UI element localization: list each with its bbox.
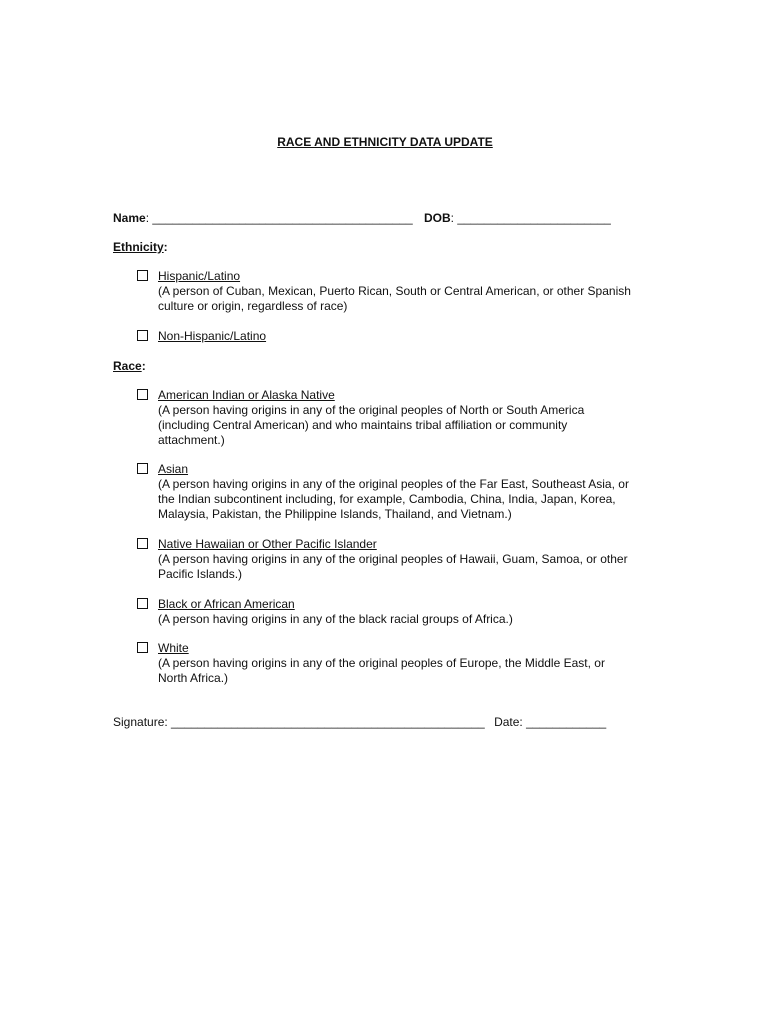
date-field[interactable]: ____________ <box>526 715 607 729</box>
dob-field[interactable]: : _______________________ <box>450 211 611 225</box>
signature-date-line <box>113 715 606 729</box>
option-description: (A person having origins in any of the original peoples of Hawaii, Guam, Samoa, or other <box>158 552 628 566</box>
name-dob-line <box>113 211 611 225</box>
race-option-asian[interactable] <box>137 462 677 522</box>
option-description: (A person having origins in any of the original peoples of the Far East, Southeast Asia, or <box>158 477 629 491</box>
option-description: the Indian subcontinent including, for example, Cambodia, China, India, Japan, Korea, <box>158 492 616 506</box>
checkbox-hispanic[interactable] <box>137 270 148 281</box>
ethnicity-option-non-hispanic[interactable] <box>137 329 677 344</box>
checkbox-white[interactable] <box>137 642 148 653</box>
option-label: Native Hawaiian or Other Pacific Islander <box>158 537 377 551</box>
option-description: (A person having origins in any of the black racial groups of Africa.) <box>158 612 513 626</box>
option-label: Hispanic/Latino <box>158 269 241 283</box>
race-option-american-indian[interactable] <box>137 388 677 448</box>
ethnicity-option-hispanic[interactable] <box>137 269 677 314</box>
checkbox-black[interactable] <box>137 598 148 609</box>
race-heading: Race: <box>113 359 146 373</box>
option-label: American Indian or Alaska Native <box>158 388 335 402</box>
race-option-black[interactable] <box>137 597 677 627</box>
option-description: culture or origin, regardless of race) <box>158 299 348 313</box>
name-field[interactable]: : _______________________________________ <box>145 211 413 225</box>
option-description: (A person having origins in any of the original peoples of North or South America <box>158 403 585 417</box>
checkbox-asian[interactable] <box>137 463 148 474</box>
checkbox-american-indian[interactable] <box>137 389 148 400</box>
name-label: Name <box>113 211 146 225</box>
option-description: attachment.) <box>158 433 225 447</box>
document-title: RACE AND ETHNICITY DATA UPDATE <box>277 135 493 149</box>
option-description: (A person of Cuban, Mexican, Puerto Rican, South or Central American, or other Spanish <box>158 284 631 298</box>
signature-label: Signature: <box>113 715 172 729</box>
ethnicity-heading-label: Ethnicity <box>113 240 164 254</box>
signature-field[interactable]: _______________________________________________ <box>171 715 485 729</box>
dob-label: DOB <box>423 211 451 225</box>
race-heading-label: Race <box>113 359 142 373</box>
checkbox-native-hawaiian[interactable] <box>137 538 148 549</box>
option-label: White <box>158 641 189 655</box>
ethnicity-heading: Ethnicity: <box>113 240 168 254</box>
option-description: Malaysia, Pakistan, the Philippine Islands, Thailand, and Vietnam.) <box>158 507 512 521</box>
race-option-native-hawaiian[interactable] <box>137 537 677 582</box>
option-label: Non-Hispanic/Latino <box>158 329 267 343</box>
option-label: Asian <box>158 462 189 476</box>
option-description: North Africa.) <box>158 671 229 685</box>
option-description: Pacific Islands.) <box>158 567 243 581</box>
date-label: Date: <box>494 715 527 729</box>
race-option-white[interactable] <box>137 641 677 686</box>
option-description: (including Central American) and who maintains tribal affiliation or community <box>158 418 568 432</box>
option-description: (A person having origins in any of the original peoples of Europe, the Middle East, or <box>158 656 605 670</box>
option-label: Black or African American <box>158 597 295 611</box>
checkbox-non-hispanic[interactable] <box>137 330 148 341</box>
